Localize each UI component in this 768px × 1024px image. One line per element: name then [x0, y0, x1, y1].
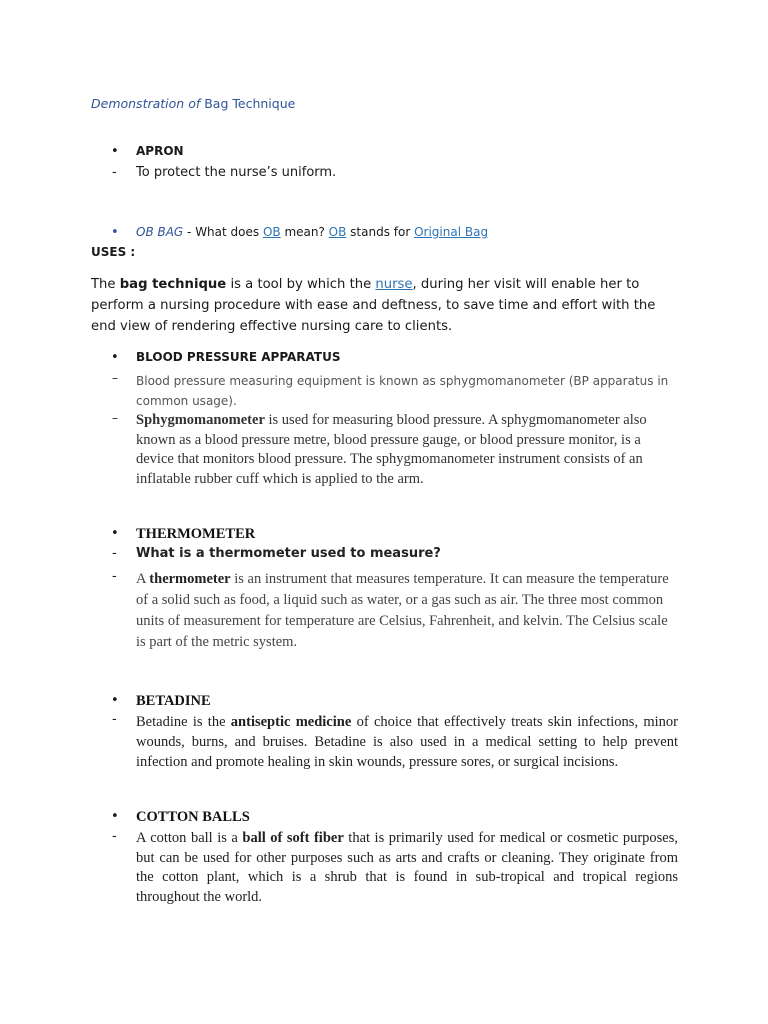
intro-post: , during her visit will enable her to perform a nursing procedure with ease and deftness, to save time and effort with the end view of rendering effective nursing care to clients. — [91, 277, 656, 334]
dash-icon: - — [112, 829, 117, 844]
thermometer-bold: thermometer — [149, 571, 231, 587]
bullet-icon: • — [111, 526, 119, 541]
apron-heading: APRON — [136, 144, 184, 158]
bullet-icon: • — [111, 693, 119, 708]
ob-question-mid: mean? — [280, 225, 329, 239]
intro-paragraph — [91, 274, 681, 337]
dash-icon: - — [112, 712, 117, 727]
bp-item2-bold: Sphygmomanometer — [136, 412, 265, 428]
ob-bag-line — [136, 225, 488, 239]
thermometer-heading: THERMOMETER — [136, 526, 256, 542]
thermometer-desc — [136, 569, 678, 653]
betadine-bold: antiseptic medicine — [230, 714, 352, 730]
bullet-icon: • — [111, 225, 119, 240]
bp-item1: Blood pressure measuring equipment is known as sphygmomanometer (BP apparatus in common usage). — [136, 374, 669, 408]
title-italic: Demonstration of — [91, 96, 201, 111]
cotton-pre: A cotton ball is a — [136, 830, 243, 846]
cotton-balls-desc — [136, 829, 678, 907]
ob-question-stands: stands for — [346, 225, 415, 239]
bullet-icon: • — [111, 809, 119, 824]
apron-desc: To protect the nurse’s uniform. — [136, 165, 337, 180]
ob-question-pre: - What does — [183, 225, 263, 239]
uses-label: USES : — [91, 245, 136, 259]
dash-icon: - — [112, 165, 117, 180]
intro-mid: is a tool by which the — [226, 277, 376, 292]
dash-icon: - — [112, 569, 117, 584]
ob-link-2[interactable]: OB — [328, 225, 347, 239]
dash-icon: - — [112, 546, 117, 561]
title-rest: Bag Technique — [204, 96, 296, 111]
thermometer-rest: is an instrument that measures temperature. It can measure the temperature of a solid such as food, a liquid such as water, or a gas such as air. The three most common units of measurement for temperature are Celsius, Fahrenheit, and kelvin. The Celsius scale is part of the metric system. — [136, 571, 669, 650]
thermometer-pre: A — [136, 571, 150, 587]
ob-bag-heading: OB BAG — [136, 225, 184, 239]
bp-item2 — [136, 411, 678, 489]
document-title — [91, 96, 295, 111]
cotton-rest: that is primarily used for medical or cosmetic purposes, but can be used for other purposes such as arts and crafts or cleaning. They originate from the cotton plant, which is a shrub that is found in sub-tropical and tropical regions throughout the world. — [136, 830, 679, 905]
ob-link-1[interactable]: OB — [262, 225, 281, 239]
cotton-balls-heading: COTTON BALLS — [136, 809, 250, 825]
bp-heading: BLOOD PRESSURE APPARATUS — [136, 350, 341, 364]
bp-item2-rest: is used for measuring blood pressure. A sphygmomanometer also known as a blood pressure metre, blood pressure gauge, or blood pressure monitor, is a device that monitors blood pressure. The sphygmomanometer instrument consists of an inflatable rubber cuff which is applied to the arm. — [136, 412, 647, 487]
betadine-heading: BETADINE — [136, 693, 211, 709]
bullet-icon: • — [111, 350, 119, 365]
intro-pre: The — [91, 277, 120, 292]
dash-icon: – — [112, 371, 118, 385]
betadine-pre: Betadine is the — [136, 714, 231, 730]
cotton-bold: ball of soft fiber — [242, 830, 344, 846]
original-bag-link[interactable]: Original Bag — [414, 225, 489, 239]
thermometer-question: What is a thermometer used to measure? — [136, 546, 441, 561]
dash-icon: – — [112, 411, 118, 425]
intro-bold: bag technique — [119, 277, 227, 292]
betadine-rest: of choice that effectively treats skin infections, minor wounds, burns, and bruises. Betadine is also used in a medical setting to help prevent infection and promote healing in skin wounds, pressure sores, or surgical incisions. — [136, 714, 678, 770]
nurse-link[interactable]: nurse — [375, 277, 413, 292]
bullet-icon: • — [111, 144, 119, 159]
betadine-desc — [136, 712, 678, 772]
